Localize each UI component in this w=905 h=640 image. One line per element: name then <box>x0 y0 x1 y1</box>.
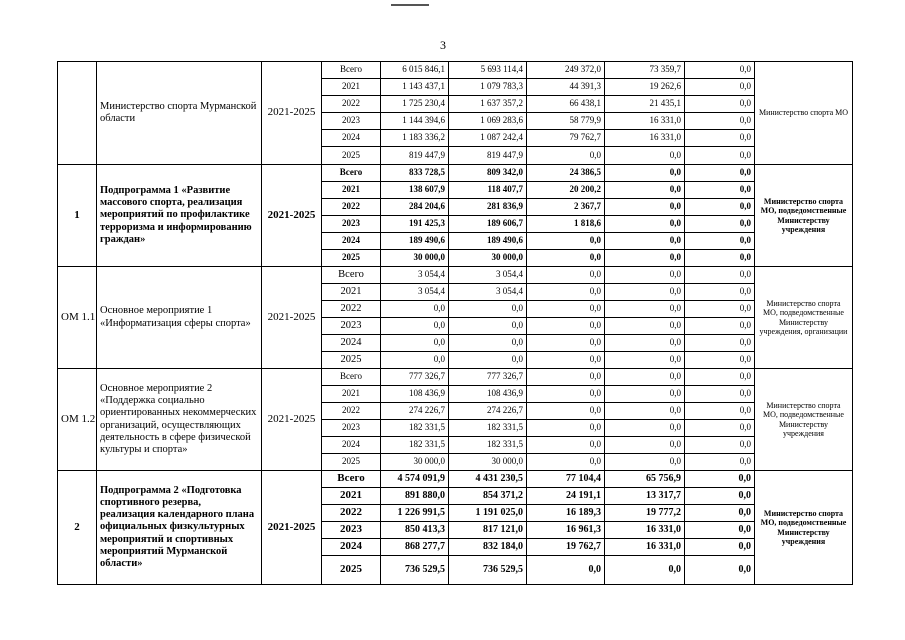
value-cell: 30 000,0 <box>449 454 527 471</box>
table-body <box>58 62 853 585</box>
value-cell: 809 342,0 <box>449 165 527 182</box>
year-cell: Всего <box>322 471 381 488</box>
value-cell: 16 331,0 <box>605 130 685 147</box>
period-cell: 2021-2025 <box>262 369 322 471</box>
value-cell: 0,0 <box>527 454 605 471</box>
value-cell: 854 371,2 <box>449 488 527 505</box>
value-cell: 1 144 394,6 <box>381 113 449 130</box>
executor-cell: Министерство спорта МО, подведомственные Министерству учреждения <box>755 471 853 585</box>
year-cell: 2023 <box>322 522 381 539</box>
value-cell: 0,0 <box>381 352 449 369</box>
value-cell: 0,0 <box>381 301 449 318</box>
year-cell: 2024 <box>322 130 381 147</box>
year-cell: 2022 <box>322 199 381 216</box>
value-cell: 1 226 991,5 <box>381 505 449 522</box>
value-cell: 0,0 <box>605 147 685 165</box>
value-cell: 0,0 <box>685 284 755 301</box>
value-cell: 0,0 <box>605 386 685 403</box>
value-cell: 0,0 <box>527 284 605 301</box>
top-rule <box>391 4 429 6</box>
value-cell: 79 762,7 <box>527 130 605 147</box>
value-cell: 0,0 <box>685 199 755 216</box>
value-cell: 182 331,5 <box>449 437 527 454</box>
value-cell: 16 961,3 <box>527 522 605 539</box>
value-cell: 182 331,5 <box>381 420 449 437</box>
value-cell: 736 529,5 <box>381 556 449 585</box>
period-cell: 2021-2025 <box>262 471 322 585</box>
value-cell: 44 391,3 <box>527 79 605 96</box>
value-cell: 0,0 <box>381 335 449 352</box>
value-cell: 5 693 114,4 <box>449 62 527 79</box>
value-cell: 0,0 <box>605 216 685 233</box>
value-cell: 0,0 <box>605 233 685 250</box>
year-cell: 2021 <box>322 488 381 505</box>
value-cell: 0,0 <box>527 318 605 335</box>
value-cell: 819 447,9 <box>381 147 449 165</box>
row-number: 1 <box>58 165 97 267</box>
value-cell: 0,0 <box>685 165 755 182</box>
year-cell: 2025 <box>322 454 381 471</box>
value-cell: 833 728,5 <box>381 165 449 182</box>
value-cell: 0,0 <box>685 62 755 79</box>
value-cell: 1 725 230,4 <box>381 96 449 113</box>
table-row <box>58 165 853 182</box>
value-cell: 1 079 783,3 <box>449 79 527 96</box>
year-cell: 2024 <box>322 233 381 250</box>
value-cell: 0,0 <box>685 147 755 165</box>
value-cell: 0,0 <box>685 233 755 250</box>
value-cell: 16 189,3 <box>527 505 605 522</box>
value-cell: 819 447,9 <box>449 147 527 165</box>
value-cell: 0,0 <box>527 233 605 250</box>
value-cell: 0,0 <box>685 335 755 352</box>
value-cell: 108 436,9 <box>381 386 449 403</box>
value-cell: 0,0 <box>685 386 755 403</box>
value-cell: 0,0 <box>685 522 755 539</box>
value-cell: 0,0 <box>527 420 605 437</box>
value-cell: 249 372,0 <box>527 62 605 79</box>
table-row <box>58 267 853 284</box>
table-row <box>58 369 853 386</box>
value-cell: 1 818,6 <box>527 216 605 233</box>
value-cell: 891 880,0 <box>381 488 449 505</box>
value-cell: 24 386,5 <box>527 165 605 182</box>
value-cell: 0,0 <box>685 79 755 96</box>
value-cell: 118 407,7 <box>449 182 527 199</box>
year-cell: Всего <box>322 165 381 182</box>
value-cell: 0,0 <box>527 437 605 454</box>
value-cell: 0,0 <box>449 352 527 369</box>
value-cell: 0,0 <box>605 199 685 216</box>
value-cell: 182 331,5 <box>381 437 449 454</box>
value-cell: 0,0 <box>605 420 685 437</box>
value-cell: 0,0 <box>605 352 685 369</box>
value-cell: 0,0 <box>527 403 605 420</box>
value-cell: 0,0 <box>605 301 685 318</box>
value-cell: 0,0 <box>449 301 527 318</box>
value-cell: 19 262,6 <box>605 79 685 96</box>
value-cell: 1 191 025,0 <box>449 505 527 522</box>
executor-cell: Министерство спорта МО, подведомственные Министерству учреждения, организации <box>755 267 853 369</box>
page-number: 3 <box>440 38 446 52</box>
year-cell: 2021 <box>322 182 381 199</box>
value-cell: 182 331,5 <box>449 420 527 437</box>
value-cell: 0,0 <box>527 250 605 267</box>
value-cell: 0,0 <box>527 386 605 403</box>
value-cell: 0,0 <box>605 182 685 199</box>
value-cell: 0,0 <box>605 556 685 585</box>
value-cell: 4 574 091,9 <box>381 471 449 488</box>
value-cell: 0,0 <box>605 403 685 420</box>
period-cell: 2021-2025 <box>262 62 322 165</box>
value-cell: 832 184,0 <box>449 539 527 556</box>
value-cell: 0,0 <box>685 318 755 335</box>
year-cell: 2025 <box>322 352 381 369</box>
value-cell: 850 413,3 <box>381 522 449 539</box>
year-cell: 2024 <box>322 539 381 556</box>
value-cell: 0,0 <box>605 335 685 352</box>
value-cell: 189 606,7 <box>449 216 527 233</box>
value-cell: 736 529,5 <box>449 556 527 585</box>
year-cell: 2022 <box>322 505 381 522</box>
year-cell: 2021 <box>322 386 381 403</box>
executor-cell: Министерство спорта МО <box>755 62 853 165</box>
year-cell: 2025 <box>322 556 381 585</box>
value-cell: 0,0 <box>685 267 755 284</box>
value-cell: 3 054,4 <box>381 284 449 301</box>
value-cell: 30 000,0 <box>449 250 527 267</box>
value-cell: 0,0 <box>605 267 685 284</box>
value-cell: 4 431 230,5 <box>449 471 527 488</box>
value-cell: 0,0 <box>527 267 605 284</box>
value-cell: 0,0 <box>685 369 755 386</box>
value-cell: 3 054,4 <box>449 284 527 301</box>
value-cell: 817 121,0 <box>449 522 527 539</box>
value-cell: 274 226,7 <box>381 403 449 420</box>
executor-cell: Министерство спорта МО, подведомственные Министерству учреждения <box>755 165 853 267</box>
year-cell: 2024 <box>322 335 381 352</box>
value-cell: 16 331,0 <box>605 522 685 539</box>
value-cell: 0,0 <box>527 369 605 386</box>
value-cell: 0,0 <box>381 318 449 335</box>
value-cell: 777 326,7 <box>449 369 527 386</box>
value-cell: 0,0 <box>685 352 755 369</box>
value-cell: 0,0 <box>685 113 755 130</box>
value-cell: 0,0 <box>685 437 755 454</box>
value-cell: 0,0 <box>605 318 685 335</box>
value-cell: 3 054,4 <box>381 267 449 284</box>
value-cell: 0,0 <box>527 335 605 352</box>
value-cell: 0,0 <box>685 301 755 318</box>
value-cell: 0,0 <box>685 403 755 420</box>
year-cell: 2024 <box>322 437 381 454</box>
table-row <box>58 471 853 488</box>
period-cell: 2021-2025 <box>262 165 322 267</box>
value-cell: 189 490,6 <box>449 233 527 250</box>
value-cell: 0,0 <box>685 420 755 437</box>
row-number: ОМ 1.2 <box>58 369 97 471</box>
value-cell: 66 438,1 <box>527 96 605 113</box>
year-cell: 2025 <box>322 147 381 165</box>
value-cell: 2 367,7 <box>527 199 605 216</box>
program-name: Министерство спорта Мурманской области <box>97 62 262 165</box>
year-cell: 2022 <box>322 403 381 420</box>
value-cell: 0,0 <box>685 488 755 505</box>
value-cell: 19 777,2 <box>605 505 685 522</box>
value-cell: 0,0 <box>527 301 605 318</box>
value-cell: 1 069 283,6 <box>449 113 527 130</box>
value-cell: 0,0 <box>685 454 755 471</box>
value-cell: 1 087 242,4 <box>449 130 527 147</box>
year-cell: 2023 <box>322 216 381 233</box>
value-cell: 284 204,6 <box>381 199 449 216</box>
value-cell: 1 183 336,2 <box>381 130 449 147</box>
value-cell: 16 331,0 <box>605 539 685 556</box>
value-cell: 73 359,7 <box>605 62 685 79</box>
budget-table <box>57 61 853 585</box>
value-cell: 0,0 <box>605 437 685 454</box>
value-cell: 30 000,0 <box>381 454 449 471</box>
value-cell: 0,0 <box>605 250 685 267</box>
value-cell: 0,0 <box>685 505 755 522</box>
value-cell: 21 435,1 <box>605 96 685 113</box>
year-cell: Всего <box>322 369 381 386</box>
program-name: Основное мероприятие 1 «Информатизация сферы спорта» <box>97 267 262 369</box>
value-cell: 0,0 <box>605 165 685 182</box>
value-cell: 16 331,0 <box>605 113 685 130</box>
value-cell: 108 436,9 <box>449 386 527 403</box>
row-number: 2 <box>58 471 97 585</box>
value-cell: 0,0 <box>605 454 685 471</box>
year-cell: 2025 <box>322 250 381 267</box>
period-cell: 2021-2025 <box>262 267 322 369</box>
value-cell: 0,0 <box>685 130 755 147</box>
value-cell: 777 326,7 <box>381 369 449 386</box>
value-cell: 0,0 <box>605 369 685 386</box>
value-cell: 189 490,6 <box>381 233 449 250</box>
year-cell: Всего <box>322 62 381 79</box>
row-number: ОМ 1.1 <box>58 267 97 369</box>
table-row <box>58 62 853 79</box>
value-cell: 0,0 <box>685 250 755 267</box>
value-cell: 20 200,2 <box>527 182 605 199</box>
row-number <box>58 62 97 165</box>
year-cell: 2023 <box>322 318 381 335</box>
value-cell: 274 226,7 <box>449 403 527 420</box>
year-cell: Всего <box>322 267 381 284</box>
value-cell: 0,0 <box>685 556 755 585</box>
value-cell: 3 054,4 <box>449 267 527 284</box>
value-cell: 0,0 <box>685 539 755 556</box>
value-cell: 138 607,9 <box>381 182 449 199</box>
year-cell: 2023 <box>322 113 381 130</box>
year-cell: 2022 <box>322 96 381 113</box>
value-cell: 0,0 <box>685 96 755 113</box>
value-cell: 281 836,9 <box>449 199 527 216</box>
value-cell: 6 015 846,1 <box>381 62 449 79</box>
value-cell: 77 104,4 <box>527 471 605 488</box>
value-cell: 24 191,1 <box>527 488 605 505</box>
value-cell: 191 425,3 <box>381 216 449 233</box>
value-cell: 0,0 <box>685 216 755 233</box>
value-cell: 65 756,9 <box>605 471 685 488</box>
value-cell: 0,0 <box>527 147 605 165</box>
value-cell: 13 317,7 <box>605 488 685 505</box>
value-cell: 58 779,9 <box>527 113 605 130</box>
value-cell: 0,0 <box>449 335 527 352</box>
executor-cell: Министерство спорта МО, подведомственные Министерству учреждения <box>755 369 853 471</box>
value-cell: 0,0 <box>685 182 755 199</box>
value-cell: 0,0 <box>685 471 755 488</box>
program-name: Подпрограмма 1 «Развитие массового спорта, реализация мероприятий по профилактике терроризма и информированию граждан» <box>97 165 262 267</box>
year-cell: 2021 <box>322 284 381 301</box>
value-cell: 868 277,7 <box>381 539 449 556</box>
year-cell: 2022 <box>322 301 381 318</box>
program-name: Основное мероприятие 2 «Поддержка социально ориентированных некоммерческих организаций, осуществляющих деятельность в сфере физической культуры и спорта» <box>97 369 262 471</box>
value-cell: 1 637 357,2 <box>449 96 527 113</box>
year-cell: 2023 <box>322 420 381 437</box>
value-cell: 30 000,0 <box>381 250 449 267</box>
value-cell: 1 143 437,1 <box>381 79 449 96</box>
year-cell: 2021 <box>322 79 381 96</box>
value-cell: 19 762,7 <box>527 539 605 556</box>
value-cell: 0,0 <box>527 556 605 585</box>
value-cell: 0,0 <box>527 352 605 369</box>
program-name: Подпрограмма 2 «Подготовка спортивного резерва, реализация календарного плана официальных физкультурных мероприятий и спортивных мероприятий Мурманской области» <box>97 471 262 585</box>
value-cell: 0,0 <box>449 318 527 335</box>
value-cell: 0,0 <box>605 284 685 301</box>
